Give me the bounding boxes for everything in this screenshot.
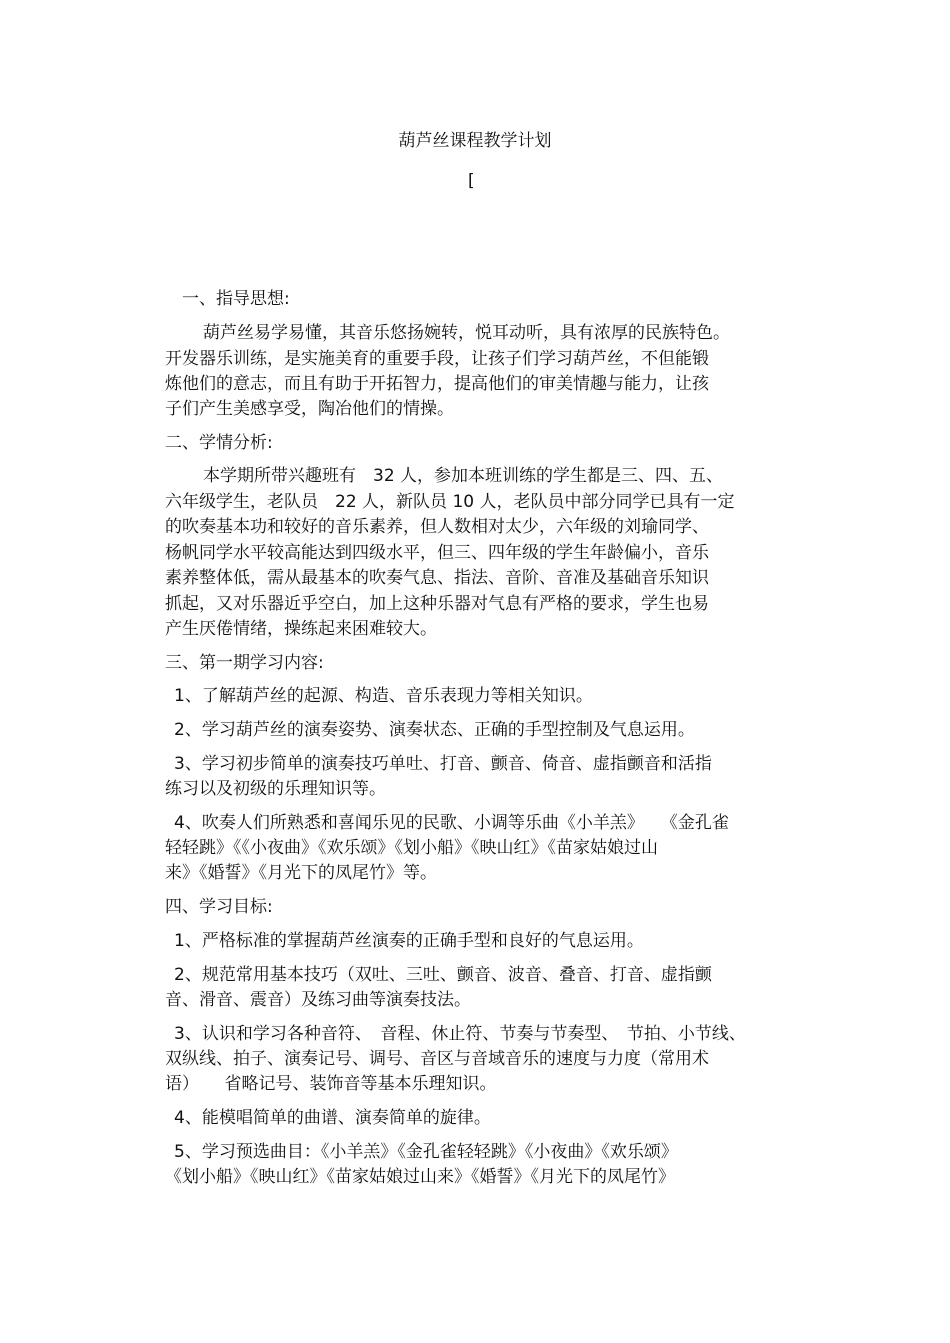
list-item-continuation: 练习以及初级的乐理知识等。 bbox=[165, 779, 386, 799]
paragraph-line: 本学期所带兴趣班有 32 人，参加本班训练的学生都是三、四、五、 bbox=[203, 466, 724, 486]
paragraph-line: 杨帆同学水平较高能达到四级水平，但三、四年级的学生年龄偏小，音乐 bbox=[165, 543, 709, 563]
list-item-continuation: 语） 省略记号、装饰音等基本乐理知识。 bbox=[165, 1074, 497, 1094]
paragraph-line: 素养整体低，需从最基本的吹奏气息、指法、音阶、音准及基础音乐知识 bbox=[165, 568, 709, 588]
paragraph-line: 葫芦丝易学易懂，其音乐悠扬婉转，悦耳动听，具有浓厚的民族特色。 bbox=[203, 323, 730, 343]
bracket-mark: [ bbox=[468, 171, 475, 191]
section-heading-learning-goals: 四、学习目标: bbox=[165, 897, 273, 917]
list-item: 4、能模唱简单的曲谱、演奏简单的旋律。 bbox=[174, 1108, 491, 1128]
section-heading-first-term-content: 三、第一期学习内容: bbox=[165, 653, 324, 673]
paragraph-line: 抓起，又对乐器近乎空白，加上这种乐器对气息有严格的要求，学生也易 bbox=[165, 594, 709, 614]
paragraph-line: 子们产生美感享受，陶冶他们的情操。 bbox=[165, 399, 454, 419]
document-title: 葫芦丝课程教学计划 bbox=[398, 131, 552, 151]
list-item-continuation: 轻轻跳》《《小夜曲》《欢乐颂》《划小船》《映山红》《苗家姑娘过山 bbox=[165, 838, 658, 858]
section-heading-guiding-thought: 一、指导思想: bbox=[182, 289, 290, 309]
list-item-continuation: 双纵线、拍子、演奏记号、调号、音区与音域音乐的速度与力度（常用术 bbox=[165, 1049, 709, 1069]
list-item: 3、学习初步简单的演奏技巧单吐、打音、颤音、倚音、虚指颤音和活指 bbox=[174, 754, 712, 774]
list-item-continuation: 音、滑音、震音）及练习曲等演奏技法。 bbox=[165, 990, 471, 1010]
list-item: 2、规范常用基本技巧（双吐、三吐、颤音、波音、叠音、打音、虚指颤 bbox=[174, 965, 712, 985]
list-item: 4、吹奏人们所熟悉和喜闻乐见的民歌、小调等乐曲《小羊羔》 《金孔雀 bbox=[174, 813, 729, 833]
paragraph-line: 产生厌倦情绪，操练起来困难较大。 bbox=[165, 619, 437, 639]
paragraph-line: 的吹奏基本功和较好的音乐素养，但人数相对太少，六年级的刘瑜同学、 bbox=[165, 517, 709, 537]
list-item: 1、严格标准的掌握葫芦丝演奏的正确手型和良好的气息运用。 bbox=[174, 931, 644, 951]
paragraph-line: 六年级学生，老队员 22 人，新队员 10 人，老队员中部分同学已具有一定 bbox=[165, 492, 735, 512]
paragraph-line: 开发器乐训练，是实施美育的重要手段，让孩子们学习葫芦丝，不但能锻 bbox=[165, 349, 709, 369]
list-item-continuation: 来》《婚誓》《月光下的凤尾竹》等。 bbox=[165, 863, 437, 883]
list-item: 3、认识和学习各种音符、 音程、休止符、节奏与节奏型、 节拍、小节线、 bbox=[174, 1024, 746, 1044]
list-item: 1、了解葫芦丝的起源、构造、音乐表现力等相关知识。 bbox=[174, 686, 593, 706]
list-item: 2、学习葫芦丝的演奏姿势、演奏状态、正确的手型控制及气息运用。 bbox=[174, 720, 695, 740]
section-heading-learning-analysis: 二、学情分析: bbox=[165, 433, 273, 453]
list-item: 5、学习预选曲目：《小羊羔》《金孔雀轻轻跳》《小夜曲》《欢乐颂》 bbox=[174, 1142, 678, 1162]
list-item-continuation: 《划小船》《映山红》《苗家姑娘过山来》《婚誓》《月光下的凤尾竹》 bbox=[165, 1167, 675, 1187]
paragraph-line: 炼他们的意志，而且有助于开拓智力，提高他们的审美情趣与能力，让孩 bbox=[165, 374, 709, 394]
